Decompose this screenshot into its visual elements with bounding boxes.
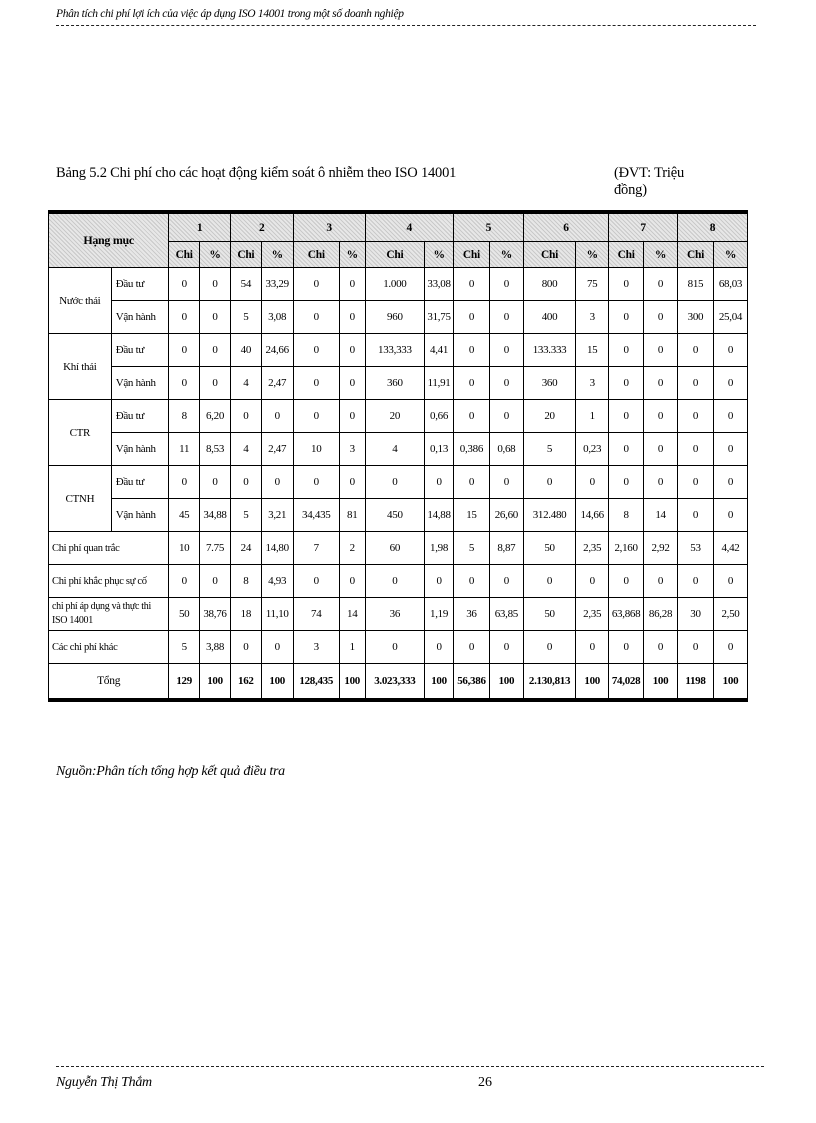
section-label: Nước thải [49, 268, 112, 334]
table-cell: 54 [230, 268, 261, 301]
table-cell: 0 [230, 400, 261, 433]
row-label: chi phí áp dụng và thực thi ISO 14001 [49, 598, 169, 631]
table-cell: 8 [230, 565, 261, 598]
table-cell: 74 [293, 598, 339, 631]
table-cell: 0 [365, 466, 425, 499]
table-cell: 2,50 [713, 598, 747, 631]
table-cell: 0 [644, 268, 678, 301]
table-cell: 0 [644, 400, 678, 433]
footer-divider [56, 1066, 764, 1067]
unit-label: (ĐVT: Triệu đồng) [614, 165, 684, 198]
table-cell: 0 [677, 400, 713, 433]
row-label: Chi phí quan trắc [49, 532, 169, 565]
table-row [49, 466, 748, 499]
table-cell: 33,08 [425, 268, 454, 301]
group-header-7: 7 [609, 212, 678, 242]
table-cell: 0 [609, 334, 644, 367]
total-cell: 100 [261, 664, 293, 701]
table-cell: 0 [677, 367, 713, 400]
table-cell: 0 [609, 268, 644, 301]
table-cell: 4,93 [261, 565, 293, 598]
table-cell: 50 [169, 598, 200, 631]
table-cell: 0 [489, 631, 523, 664]
total-label: Tổng [49, 664, 169, 701]
subcategory-label: Vận hành [111, 367, 169, 400]
table-cell: 0 [293, 466, 339, 499]
group-header-2: 2 [230, 212, 293, 242]
table-cell: 0 [644, 367, 678, 400]
table-cell: 10 [169, 532, 200, 565]
table-cell: 24 [230, 532, 261, 565]
table-cell: 50 [523, 598, 575, 631]
table-cell: 0 [644, 334, 678, 367]
section-label: CTR [49, 400, 112, 466]
table-cell: 40 [230, 334, 261, 367]
table-cell: 3 [576, 301, 609, 334]
table-cell: 86,28 [644, 598, 678, 631]
table-cell: 25,04 [713, 301, 747, 334]
total-row [49, 664, 748, 701]
table-cell: 53 [677, 532, 713, 565]
table-cell: 14,80 [261, 532, 293, 565]
table-cell: 2,47 [261, 367, 293, 400]
table-cell: 6,20 [200, 400, 231, 433]
total-cell: 56,386 [453, 664, 489, 701]
row-label: Chi phí khắc phục sự cố [49, 565, 169, 598]
table-cell: 0 [713, 565, 747, 598]
table-title: Bảng 5.2 Chi phí cho các hoạt động kiểm soát ô nhiễm theo ISO 14001 [56, 165, 457, 181]
total-cell: 74,028 [609, 664, 644, 701]
total-cell: 128,435 [293, 664, 339, 701]
table-cell: 8,87 [489, 532, 523, 565]
table-cell: 450 [365, 499, 425, 532]
table-cell: 0 [523, 565, 575, 598]
table-cell: 133,333 [365, 334, 425, 367]
subcategory-label: Đầu tư [111, 466, 169, 499]
table-cell: 8 [609, 499, 644, 532]
cost-table [48, 210, 748, 702]
table-cell: 3 [293, 631, 339, 664]
table-cell: 1.000 [365, 268, 425, 301]
table-cell: 1,98 [425, 532, 454, 565]
table-row [49, 400, 748, 433]
table-cell: 0 [489, 400, 523, 433]
section-label: Khí thải [49, 334, 112, 400]
table-cell: 3,21 [261, 499, 293, 532]
sub-header: % [425, 242, 454, 268]
sub-header: % [200, 242, 231, 268]
total-cell: 100 [489, 664, 523, 701]
sub-header: % [713, 242, 747, 268]
table-cell: 0 [609, 466, 644, 499]
table-cell: 0 [230, 466, 261, 499]
sub-header: Chi [677, 242, 713, 268]
sub-header: Chi [169, 242, 200, 268]
sub-header: % [339, 242, 365, 268]
table-cell: 31,75 [425, 301, 454, 334]
table-cell: 0 [200, 268, 231, 301]
subcategory-label: Đầu tư [111, 268, 169, 301]
table-cell: 0 [200, 466, 231, 499]
table-cell: 0 [489, 565, 523, 598]
table-cell: 0 [261, 400, 293, 433]
table-cell: 0 [261, 631, 293, 664]
table-cell: 0 [489, 268, 523, 301]
table-cell: 0 [453, 301, 489, 334]
table-cell: 0 [677, 466, 713, 499]
table-cell: 63,868 [609, 598, 644, 631]
table-cell: 0 [713, 631, 747, 664]
table-cell: 0 [644, 433, 678, 466]
table-cell: 0 [609, 400, 644, 433]
table-cell: 0 [453, 334, 489, 367]
group-header-6: 6 [523, 212, 608, 242]
group-header-8: 8 [677, 212, 747, 242]
table-row [49, 532, 748, 565]
table-cell: 0 [339, 334, 365, 367]
table-cell: 0 [644, 301, 678, 334]
table-cell: 0 [609, 433, 644, 466]
table-cell: 0 [489, 301, 523, 334]
table-cell: 133.333 [523, 334, 575, 367]
page-header: Phân tích chi phí lợi ích của việc áp dụng ISO 14001 trong một số doanh nghiệp [56, 8, 756, 26]
table-row [49, 334, 748, 367]
table-cell: 0 [453, 565, 489, 598]
table-cell: 0 [453, 367, 489, 400]
sub-header: % [489, 242, 523, 268]
table-cell: 34,435 [293, 499, 339, 532]
sub-header: Chi [365, 242, 425, 268]
table-cell: 0 [339, 268, 365, 301]
table-cell: 30 [677, 598, 713, 631]
table-cell: 1,19 [425, 598, 454, 631]
table-cell: 63,85 [489, 598, 523, 631]
table-cell: 0 [261, 466, 293, 499]
table-cell: 2,47 [261, 433, 293, 466]
table-cell: 312.480 [523, 499, 575, 532]
table-cell: 0 [200, 565, 231, 598]
footer-author: Nguyễn Thị Thắm [56, 1075, 152, 1090]
total-cell: 100 [576, 664, 609, 701]
total-cell: 3.023,333 [365, 664, 425, 701]
table-cell: 0 [200, 367, 231, 400]
source-note: Nguồn:Phân tích tổng hợp kết quả điều tra [56, 764, 285, 779]
subcategory-label: Vận hành [111, 499, 169, 532]
table-cell: 400 [523, 301, 575, 334]
sub-header: Chi [293, 242, 339, 268]
table-cell: 0 [489, 334, 523, 367]
total-cell: 162 [230, 664, 261, 701]
total-cell: 2.130,813 [523, 664, 575, 701]
table-cell: 8,53 [200, 433, 231, 466]
sub-header: Chi [523, 242, 575, 268]
table-cell: 0,23 [576, 433, 609, 466]
table-cell: 0,386 [453, 433, 489, 466]
table-cell: 4,41 [425, 334, 454, 367]
table-cell: 0 [293, 565, 339, 598]
total-cell: 100 [713, 664, 747, 701]
table-cell: 0 [644, 466, 678, 499]
table-cell: 0 [677, 565, 713, 598]
table-cell: 0 [293, 301, 339, 334]
table-cell: 0 [523, 631, 575, 664]
table-row [49, 367, 748, 400]
table-cell: 11,10 [261, 598, 293, 631]
table-cell: 0 [644, 631, 678, 664]
table-cell: 0 [677, 433, 713, 466]
total-cell: 129 [169, 664, 200, 701]
table-row [49, 301, 748, 334]
table-row [49, 268, 748, 301]
table-cell: 14,66 [576, 499, 609, 532]
group-header-5: 5 [453, 212, 523, 242]
table-cell: 0,13 [425, 433, 454, 466]
table-cell: 45 [169, 499, 200, 532]
table-cell: 0 [644, 565, 678, 598]
table-cell: 0 [293, 334, 339, 367]
subcategory-label: Vận hành [111, 433, 169, 466]
table-cell: 0 [609, 301, 644, 334]
table-cell: 0 [230, 631, 261, 664]
table-cell: 0 [677, 499, 713, 532]
table-cell: 14,88 [425, 499, 454, 532]
table-cell: 0 [339, 400, 365, 433]
table-cell: 24,66 [261, 334, 293, 367]
table-cell: 360 [365, 367, 425, 400]
total-cell: 100 [200, 664, 231, 701]
table-cell: 7.75 [200, 532, 231, 565]
sub-header: Chi [230, 242, 261, 268]
table-cell: 0 [425, 631, 454, 664]
table-cell: 0 [453, 268, 489, 301]
page-number: 26 [478, 1075, 492, 1090]
table-cell: 4 [230, 367, 261, 400]
table-cell: 26,60 [489, 499, 523, 532]
table-cell: 18 [230, 598, 261, 631]
table-cell: 14 [339, 598, 365, 631]
table-cell: 20 [523, 400, 575, 433]
table-cell: 0,66 [425, 400, 454, 433]
table-cell: 33,29 [261, 268, 293, 301]
table-cell: 7 [293, 532, 339, 565]
group-header-4: 4 [365, 212, 453, 242]
table-cell: 36 [453, 598, 489, 631]
table-cell: 2,35 [576, 532, 609, 565]
table-cell: 0 [293, 400, 339, 433]
table-cell: 15 [453, 499, 489, 532]
table-cell: 1 [339, 631, 365, 664]
table-cell: 0 [200, 301, 231, 334]
header-row-groups [49, 212, 748, 242]
table-cell: 0 [609, 631, 644, 664]
table-cell: 0 [169, 268, 200, 301]
table-cell: 75 [576, 268, 609, 301]
table-cell: 81 [339, 499, 365, 532]
table-cell: 0 [169, 565, 200, 598]
table-cell: 0 [453, 400, 489, 433]
sub-header: % [576, 242, 609, 268]
table-cell: 960 [365, 301, 425, 334]
table-row [49, 499, 748, 532]
table-cell: 0 [576, 631, 609, 664]
table-cell: 0 [489, 367, 523, 400]
table-cell: 38,76 [200, 598, 231, 631]
table-cell: 0 [713, 367, 747, 400]
table-cell: 3 [576, 367, 609, 400]
table-cell: 60 [365, 532, 425, 565]
table-cell: 3 [339, 433, 365, 466]
table-cell: 5 [230, 499, 261, 532]
table-cell: 4 [230, 433, 261, 466]
table-cell: 20 [365, 400, 425, 433]
table-cell: 11,91 [425, 367, 454, 400]
table-cell: 0 [339, 565, 365, 598]
table-cell: 300 [677, 301, 713, 334]
table-cell: 0 [365, 565, 425, 598]
table-cell: 2 [339, 532, 365, 565]
table-cell: 1 [576, 400, 609, 433]
table-cell: 50 [523, 532, 575, 565]
table-cell: 0 [293, 367, 339, 400]
table-cell: 815 [677, 268, 713, 301]
table-cell: 15 [576, 334, 609, 367]
table-cell: 2,35 [576, 598, 609, 631]
table-cell: 4 [365, 433, 425, 466]
table-cell: 11 [169, 433, 200, 466]
table-cell: 2,160 [609, 532, 644, 565]
sub-header: % [644, 242, 678, 268]
table-cell: 5 [230, 301, 261, 334]
category-header: Hạng mục [49, 212, 169, 268]
table-row [49, 433, 748, 466]
table-cell: 0 [489, 466, 523, 499]
table-cell: 0 [453, 631, 489, 664]
sub-header: Chi [453, 242, 489, 268]
table-cell: 0 [339, 466, 365, 499]
table-cell: 0 [169, 466, 200, 499]
table-cell: 3,88 [200, 631, 231, 664]
table-cell: 3,08 [261, 301, 293, 334]
table-cell: 0 [200, 334, 231, 367]
table-cell: 0 [365, 631, 425, 664]
table-cell: 0,68 [489, 433, 523, 466]
table-cell: 0 [609, 367, 644, 400]
table-cell: 34,88 [200, 499, 231, 532]
table-cell: 0 [453, 466, 489, 499]
row-label: Các chi phí khác [49, 631, 169, 664]
sub-header: % [261, 242, 293, 268]
table-cell: 0 [523, 466, 575, 499]
table-cell: 0 [339, 367, 365, 400]
table-cell: 5 [453, 532, 489, 565]
table-row [49, 598, 748, 631]
total-cell: 100 [339, 664, 365, 701]
table-cell: 360 [523, 367, 575, 400]
table-cell: 0 [576, 466, 609, 499]
table-cell: 0 [169, 367, 200, 400]
table-cell: 4,42 [713, 532, 747, 565]
table-cell: 2,92 [644, 532, 678, 565]
table-cell: 0 [677, 334, 713, 367]
table-row [49, 631, 748, 664]
subcategory-label: Đầu tư [111, 400, 169, 433]
table-cell: 0 [339, 301, 365, 334]
table-cell: 0 [609, 565, 644, 598]
table-cell: 14 [644, 499, 678, 532]
group-header-1: 1 [169, 212, 231, 242]
table-cell: 0 [713, 499, 747, 532]
sub-header: Chi [609, 242, 644, 268]
subcategory-label: Vận hành [111, 301, 169, 334]
table-cell: 0 [576, 565, 609, 598]
total-cell: 1198 [677, 664, 713, 701]
section-label: CTNH [49, 466, 112, 532]
table-cell: 0 [169, 334, 200, 367]
table-cell: 0 [713, 400, 747, 433]
table-cell: 0 [713, 334, 747, 367]
table-cell: 800 [523, 268, 575, 301]
table-cell: 0 [425, 466, 454, 499]
group-header-3: 3 [293, 212, 365, 242]
table-cell: 0 [677, 631, 713, 664]
table-caption [56, 165, 706, 198]
table-cell: 0 [713, 433, 747, 466]
total-cell: 100 [425, 664, 454, 701]
subcategory-label: Đầu tư [111, 334, 169, 367]
table-cell: 0 [169, 301, 200, 334]
table-cell: 0 [293, 268, 339, 301]
table-cell: 5 [523, 433, 575, 466]
table-cell: 68,03 [713, 268, 747, 301]
table-row [49, 565, 748, 598]
table-cell: 36 [365, 598, 425, 631]
table-cell: 0 [713, 466, 747, 499]
table-cell: 0 [425, 565, 454, 598]
table-cell: 5 [169, 631, 200, 664]
table-cell: 10 [293, 433, 339, 466]
table-cell: 8 [169, 400, 200, 433]
total-cell: 100 [644, 664, 678, 701]
